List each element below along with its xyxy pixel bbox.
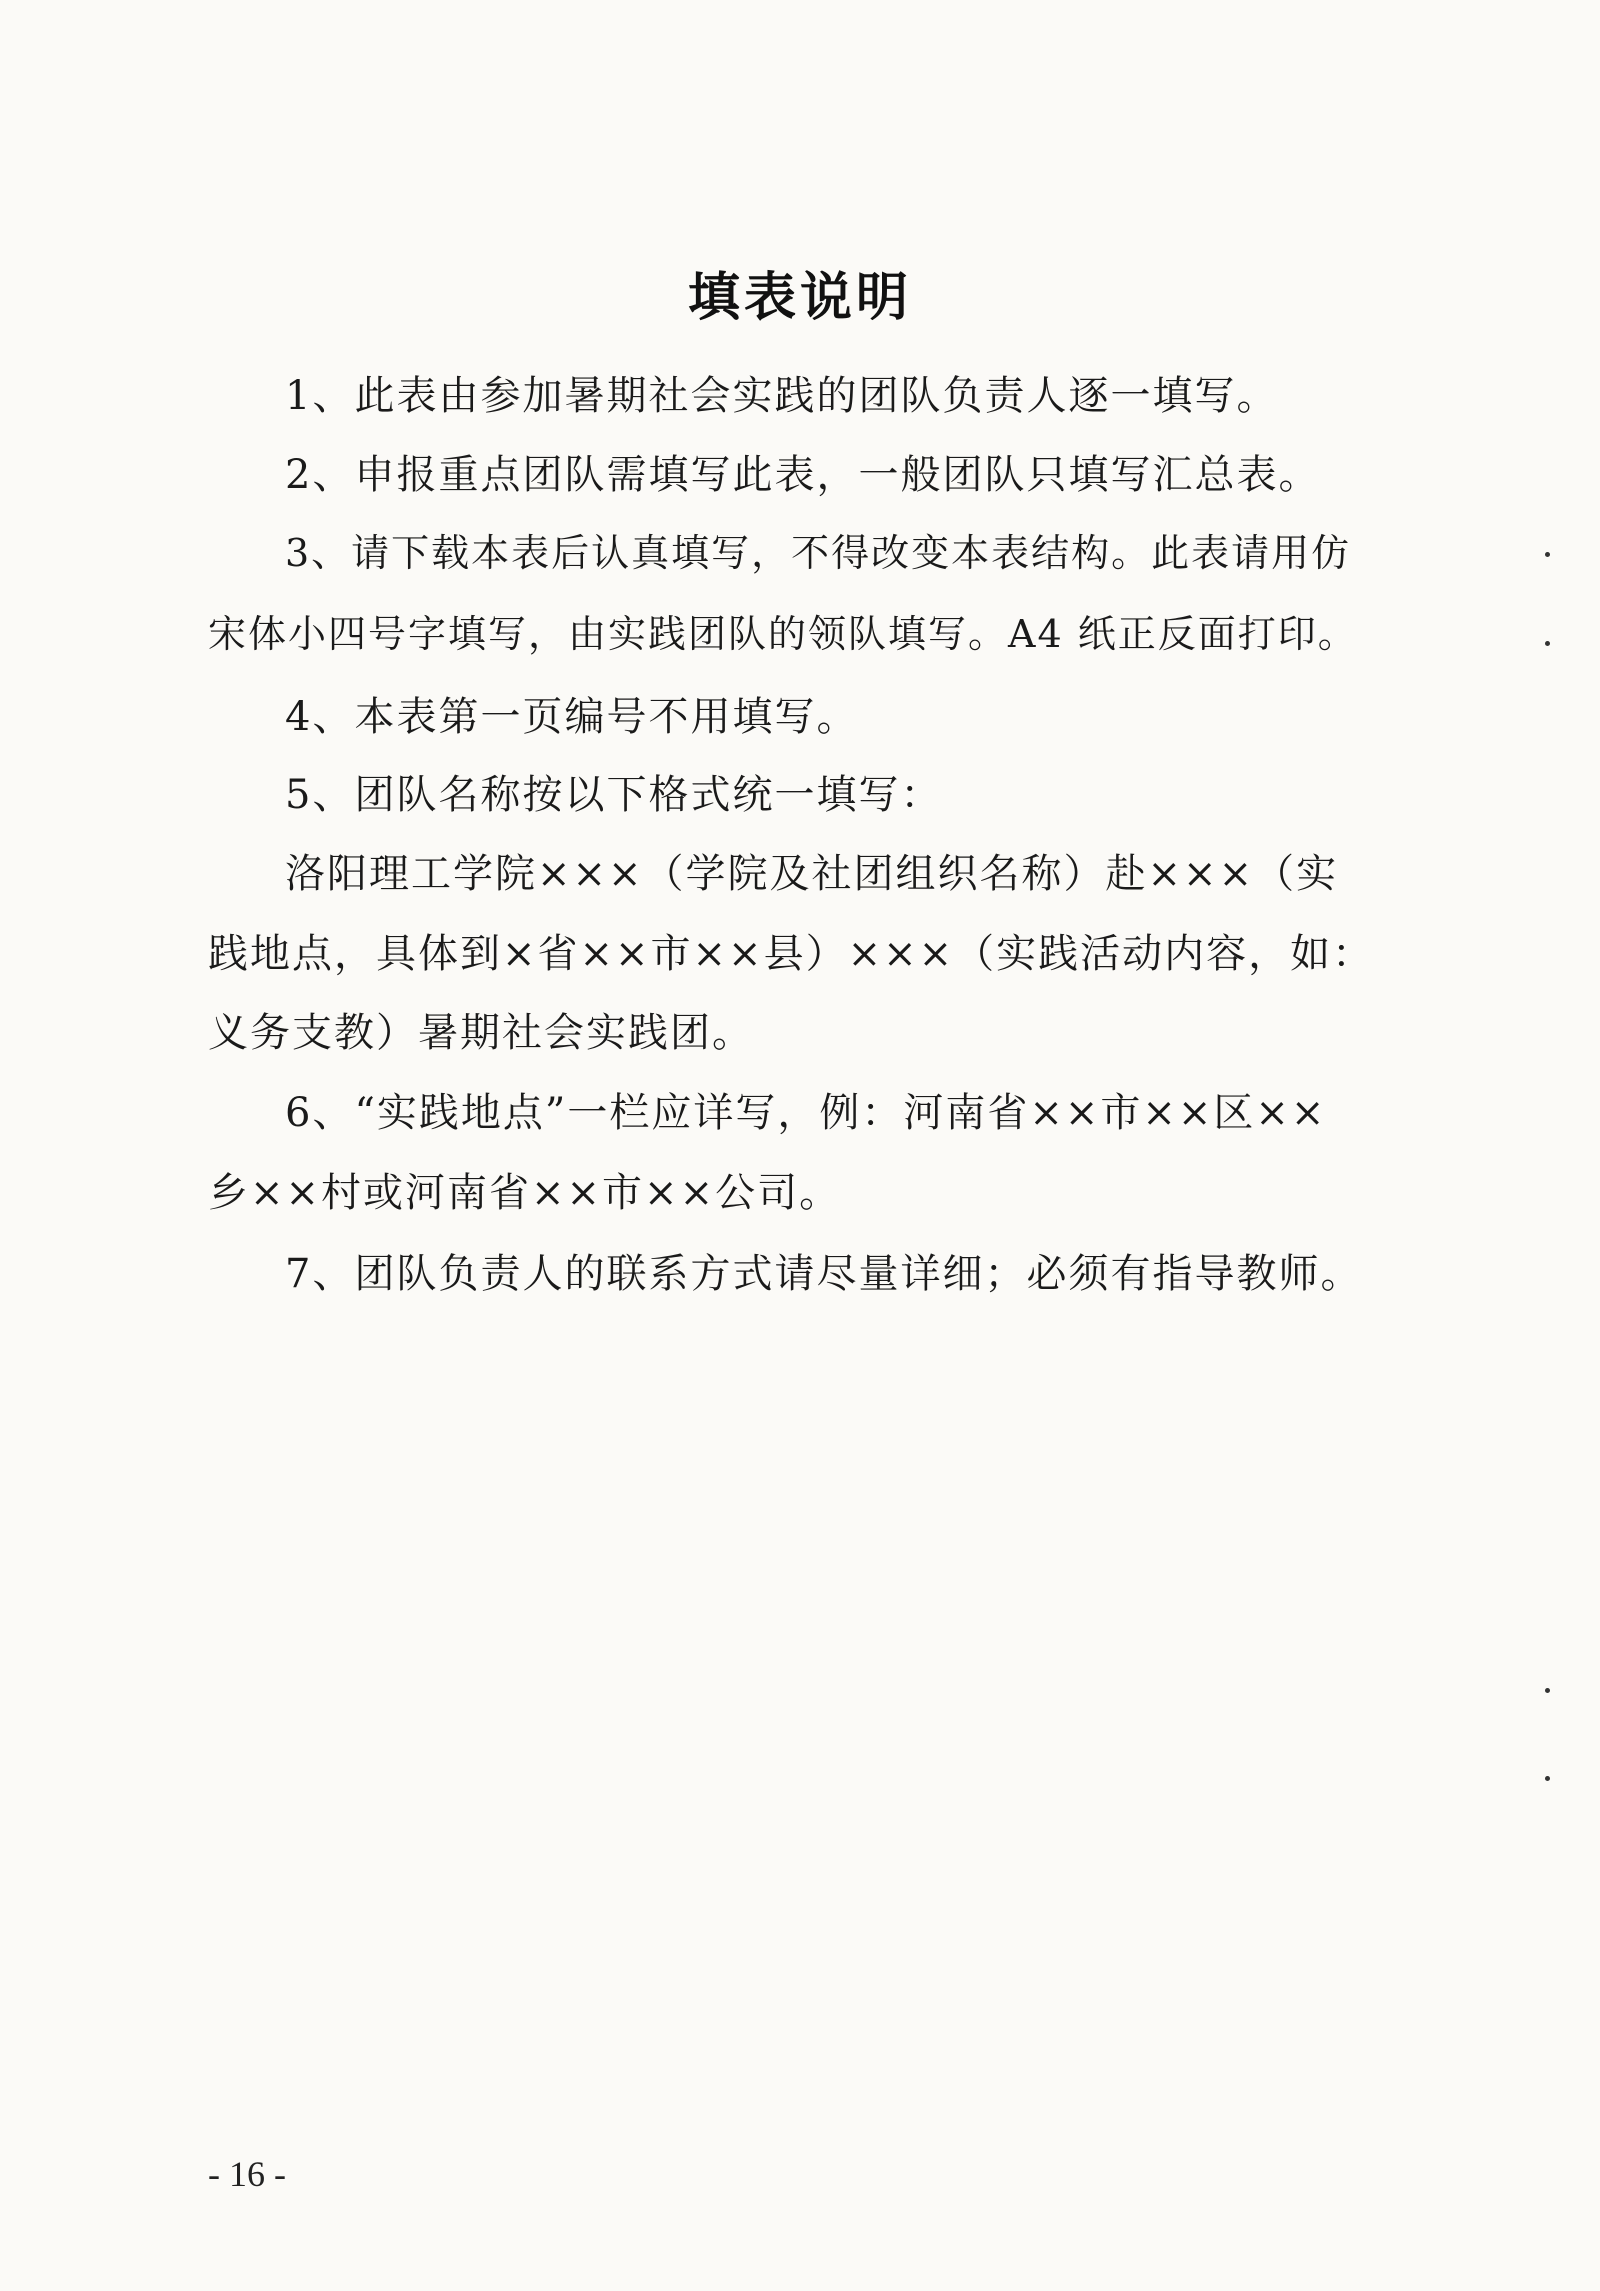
instruction-line: 宋体小四号字填写，由实践团队的领队填写。A4 纸正反面打印。: [208, 612, 1358, 656]
instruction-line: 3、请下载本表后认真填写，不得改变本表结构。此表请用仿: [285, 531, 1352, 575]
instruction-line: 2、申报重点团队需填写此表，一般团队只填写汇总表。: [285, 452, 1321, 498]
binding-hole-mark: [1545, 641, 1550, 646]
instruction-line: 践地点，具体到×省××市××县）×××（实践活动内容，如：: [208, 931, 1375, 977]
binding-hole-mark: [1545, 1688, 1550, 1693]
page-number: - 16 -: [208, 2154, 286, 2194]
binding-hole-mark: [1545, 1776, 1550, 1781]
instruction-line: 乡××村或河南省××市××公司。: [208, 1170, 842, 1216]
instruction-line: 5、团队名称按以下格式统一填写：: [285, 772, 943, 818]
instruction-line: 洛阳理工学院×××（学院及社团组织名称）赴×××（实: [285, 851, 1339, 897]
instruction-line: 4、本表第一页编号不用填写。: [285, 694, 859, 740]
page-title: 填表说明: [687, 267, 912, 328]
instruction-line: 1、此表由参加暑期社会实践的团队负责人逐一填写。: [285, 373, 1279, 419]
instruction-line: 义务支教）暑期社会实践团。: [208, 1010, 754, 1056]
instruction-line: 7、团队负责人的联系方式请尽量详细；必须有指导教师。: [285, 1251, 1363, 1297]
binding-hole-mark: [1545, 552, 1550, 557]
instruction-line: 6、“实践地点”一栏应详写，例：河南省××市××区××: [285, 1090, 1327, 1136]
